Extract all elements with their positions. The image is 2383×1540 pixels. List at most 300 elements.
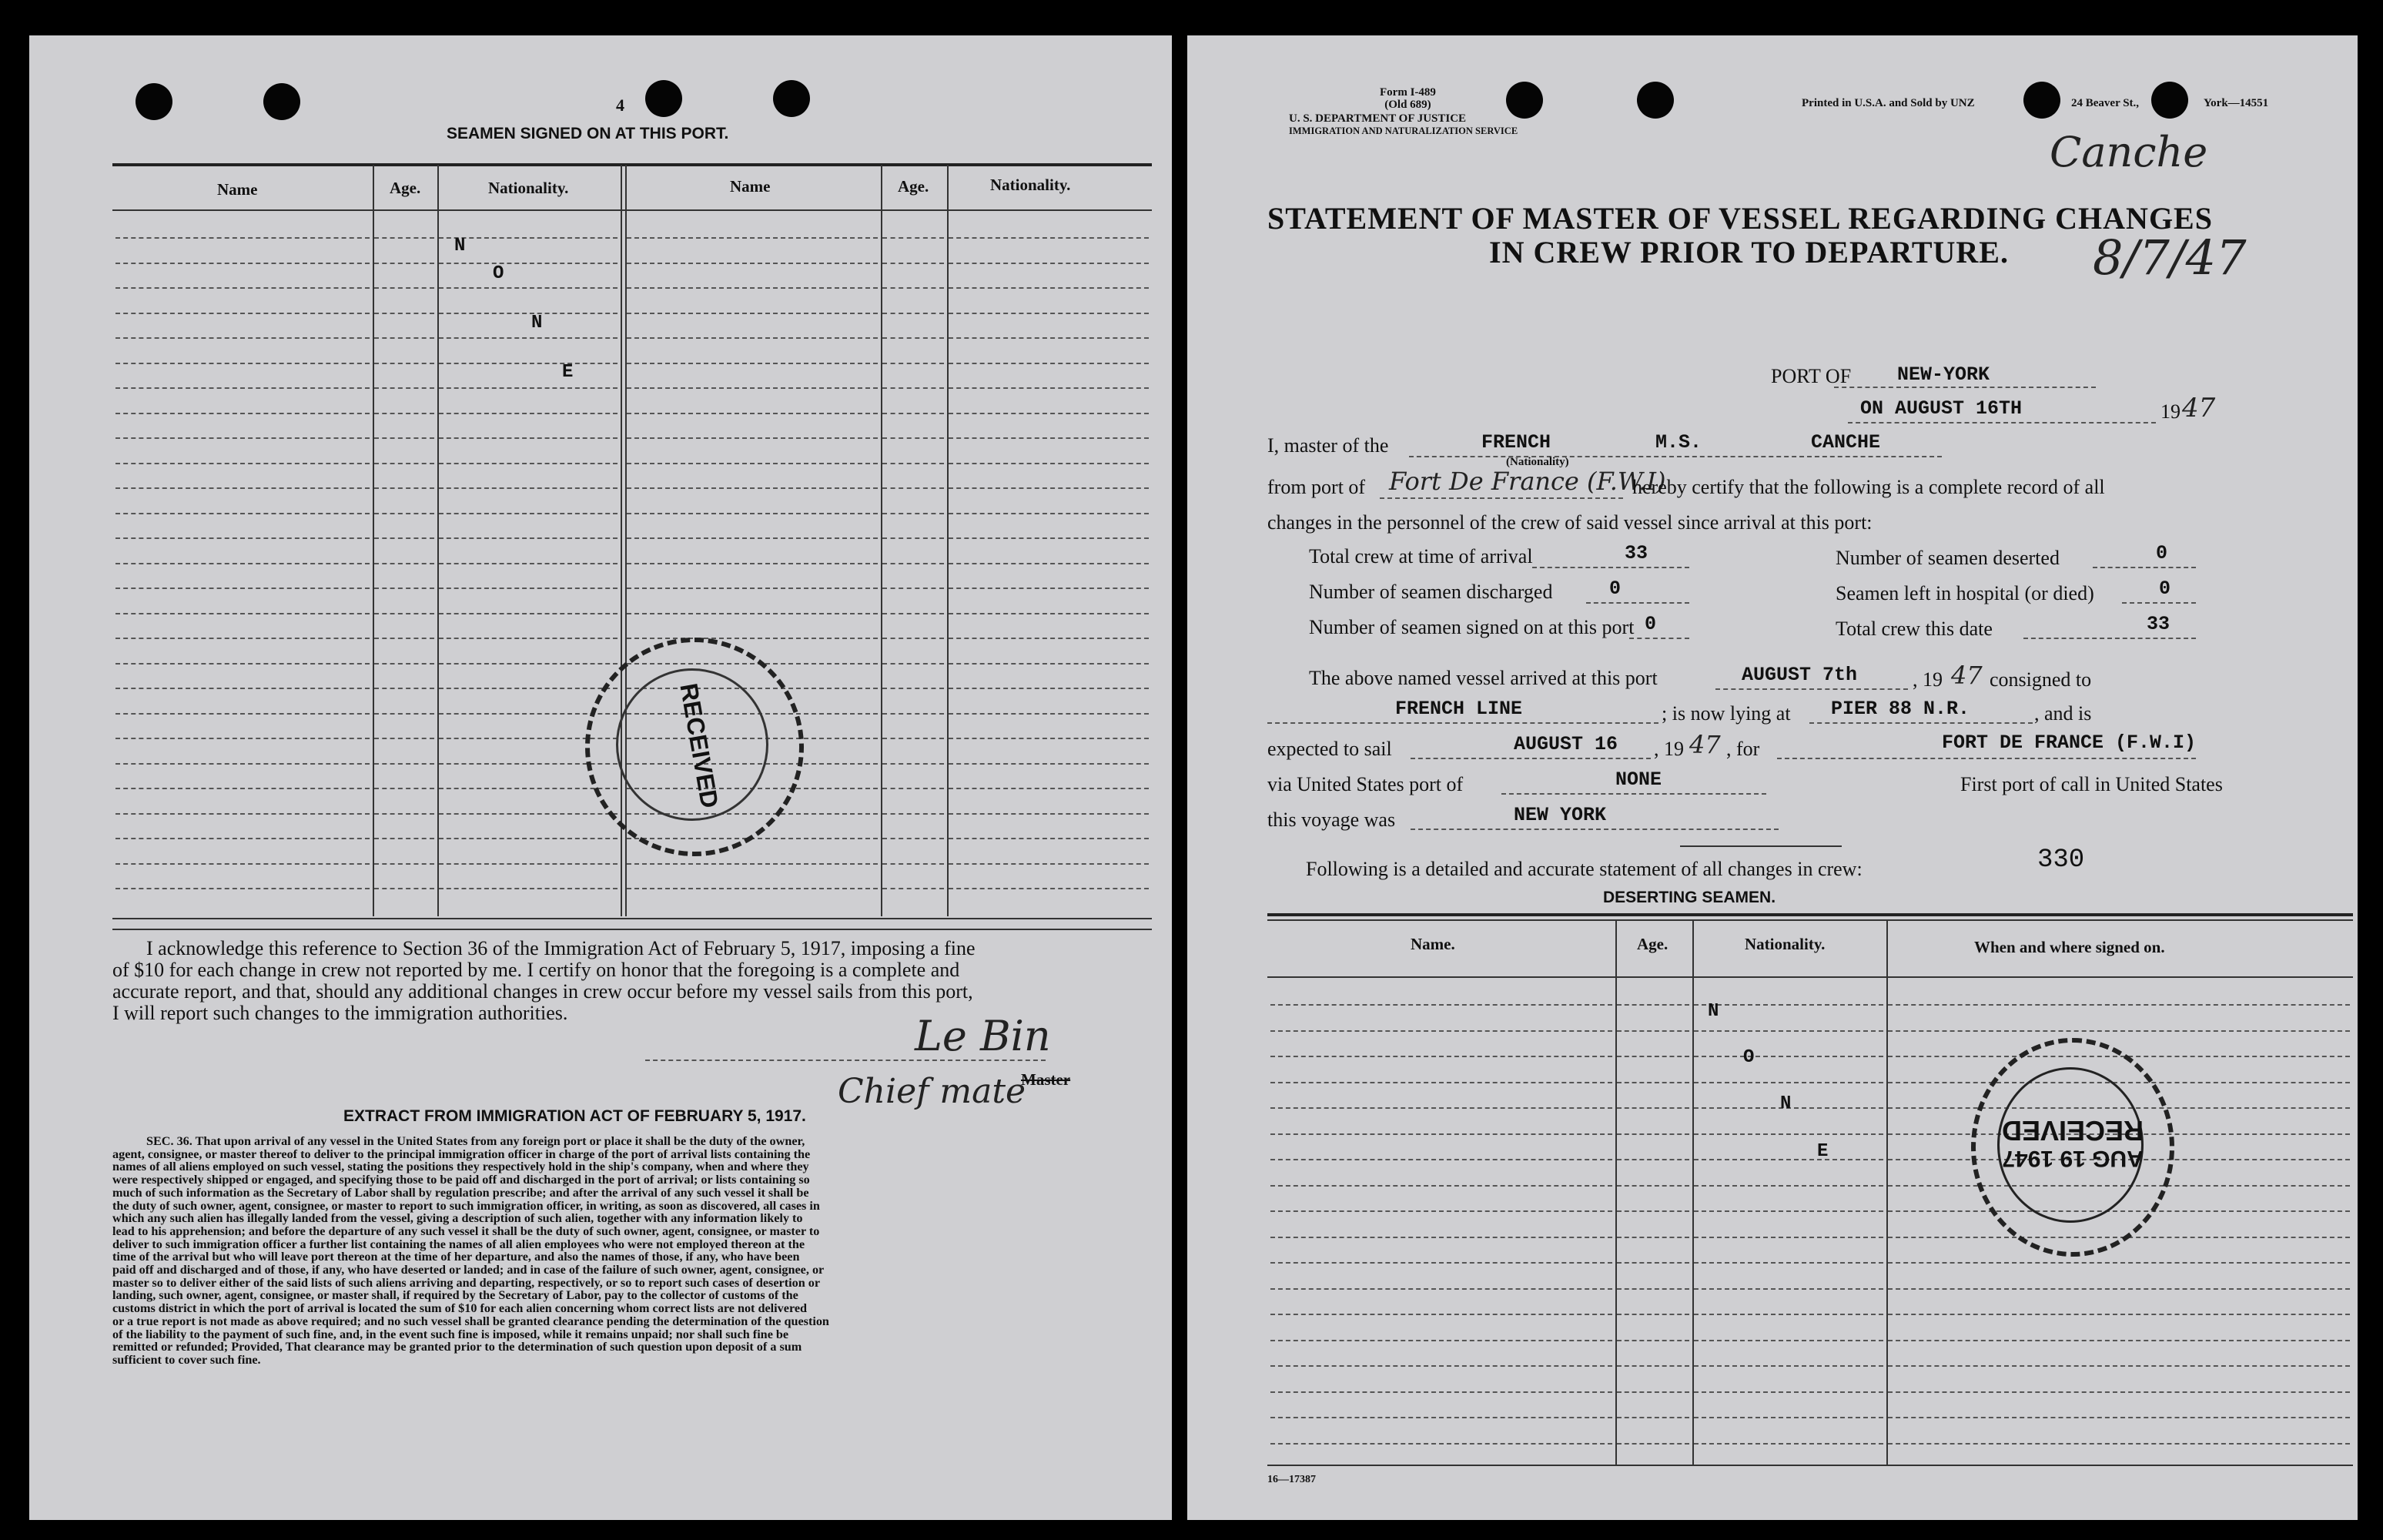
row-rule bbox=[949, 588, 1149, 589]
row-rule bbox=[439, 663, 618, 665]
column-divider bbox=[947, 165, 949, 916]
first-port-label: First port of call in United States bbox=[1960, 773, 2223, 795]
row-rule bbox=[627, 638, 878, 639]
row-rule bbox=[439, 387, 618, 389]
row-rule bbox=[882, 463, 944, 464]
printer-city: York—14551 bbox=[2204, 97, 2269, 109]
column-header-nationality: Nationality. bbox=[1745, 935, 1826, 953]
row-rule bbox=[374, 313, 434, 314]
row-rule bbox=[1270, 1443, 1612, 1445]
row-rule bbox=[949, 337, 1149, 339]
row-rule bbox=[374, 513, 434, 514]
row-rule bbox=[627, 563, 878, 564]
row-rule bbox=[882, 713, 944, 715]
row-rule bbox=[627, 513, 878, 514]
row-rule bbox=[1888, 1288, 2350, 1290]
row-rule bbox=[882, 838, 944, 839]
row-rule bbox=[627, 537, 878, 539]
row-rule bbox=[1617, 1185, 1689, 1187]
total-crew-arrival-value: 33 bbox=[1625, 542, 1648, 564]
row-rule bbox=[627, 463, 878, 464]
nationality-caption: (Nationality) bbox=[1506, 456, 1569, 468]
row-rule bbox=[627, 487, 878, 489]
row-rule bbox=[882, 638, 944, 639]
row-rule bbox=[439, 437, 618, 439]
punch-hole bbox=[645, 80, 682, 117]
row-rule bbox=[115, 613, 370, 614]
year-value: 47 bbox=[2182, 393, 2216, 424]
hospital-label: Seamen left in hospital (or died) bbox=[1836, 582, 2094, 604]
row-rule bbox=[115, 413, 370, 414]
row-rule bbox=[439, 788, 618, 789]
row-rule bbox=[1694, 1185, 1883, 1187]
row-rule bbox=[1694, 1210, 1883, 1212]
page-count-stamp: 330 bbox=[2037, 845, 2085, 875]
row-rule bbox=[115, 387, 370, 389]
right-page: Form I-489 (Old 689) U. S. DEPARTMENT OF JUSTICE IMMIGRATION AND NATURALIZATION SERVICE Printed in U.S.A. and Sold by UNZ 24 Beaver St., York—14551 Canche 8/7/47 STATEMENT OF MASTER OF VESSEL REGARDING CHANGES IN CREW PRIOR TO DEPARTURE. PORT OF NEW-YORK ON AUGUST 16TH 19 47 I, master of the FRENCH (Nationality) M.S. CANCHE from port of Fort De France (F.W.I) hereby certify that the following is a complete record of all changes in the personnel of the crew of said vessel since arrival at this port: Total crew at time of arrival 33 Number of seamen deserted 0 Number of seamen discharged 0 Seamen left in hospital (or died) 0 Number of seamen signed on at this port 0 Total crew this date 33 The above named vessel arrived at this port AUGUST 7th , 19 47 consigned to FRENCH LINE ; is now lying at PIER 88 N.R. , and is expected to sail AUGUST 16 , 19 47 , for FORT DE FRANCE (F.W.I) via United States port of NONE First port of call in United States this voyage was NEW YORK Following is a detailed and accurate statement of all changes in crew: 330 DESERTING SEAMEN. Name. Age. Nationality. When and where signed on. N O N E AUG 19 1947 RECEIVED 16—17387 bbox=[1187, 35, 2358, 1520]
row-rule bbox=[882, 237, 944, 239]
row-rule bbox=[374, 387, 434, 389]
year-prefix: 19 bbox=[2160, 400, 2181, 423]
discharged-value: 0 bbox=[1609, 578, 1622, 600]
row-rule bbox=[374, 263, 434, 264]
row-rule bbox=[627, 413, 878, 414]
row-rule bbox=[949, 263, 1149, 264]
row-rule bbox=[1617, 1056, 1689, 1057]
row-rule bbox=[1617, 1443, 1689, 1445]
row-rule bbox=[882, 813, 944, 815]
column-divider bbox=[437, 165, 439, 916]
row-rule bbox=[882, 363, 944, 364]
row-rule bbox=[1694, 1159, 1883, 1160]
row-rule bbox=[949, 413, 1149, 414]
row-rule bbox=[949, 688, 1149, 689]
row-rule bbox=[374, 437, 434, 439]
department: U. S. DEPARTMENT OF JUSTICE IMMIGRATION AND NATURALIZATION SERVICE bbox=[1289, 112, 1518, 136]
column-header-nationality: Nationality. bbox=[990, 176, 1071, 194]
row-rule bbox=[1617, 1107, 1689, 1109]
row-rule bbox=[374, 713, 434, 715]
deserted-value: 0 bbox=[2156, 542, 2168, 564]
row-rule bbox=[1694, 1056, 1883, 1057]
row-rule bbox=[439, 563, 618, 564]
row-rule bbox=[1270, 1082, 1612, 1083]
signed-on-label: Number of seamen signed on at this port bbox=[1309, 616, 1635, 638]
row-rule bbox=[439, 613, 618, 614]
row-rule bbox=[439, 588, 618, 589]
row-rule bbox=[1694, 1340, 1883, 1341]
row-rule bbox=[439, 337, 618, 339]
row-rule bbox=[115, 663, 370, 665]
row-rule bbox=[882, 263, 944, 264]
row-rule bbox=[115, 513, 370, 514]
row-rule bbox=[439, 813, 618, 815]
date-value: ON AUGUST 16TH bbox=[1860, 397, 2023, 420]
row-rule bbox=[1617, 1159, 1689, 1160]
expected-year: 47 bbox=[1689, 730, 1721, 759]
row-rule bbox=[1270, 1107, 1612, 1109]
port-label: PORT OF bbox=[1771, 365, 1852, 387]
row-rule bbox=[1694, 1004, 1883, 1006]
row-rule bbox=[1270, 1185, 1612, 1187]
section-36-text: SEC. 36. That upon arrival of any vessel in the United States from any foreign port or place it shall be the duty of the owner, agent, consignee, or master thereof to deliver to the principal immigration officer in charge of the port of arrival lists containing the names of all aliens employed on such vessel, stating the positions they respectively hold in the ship's company, when and where they were respectively shipped or engaged, and specifying those to be paid off and discharged in the port of arrival; or lists containing so much of such information as the Secretary of Labor shall by regulation prescribe; and after the arrival of any such vessel it shall be the duty of such owner, agent, consignee, or master to report to such immigration officer, in writing, as soon as discovered, all cases in which any such alien has illegally landed from the vessel, giving a description of such alien, together with any information likely to lead to his apprehension; and before the departure of any such vessel it shall be the duty of such owner, agent, consignee, or master to deliver to such immigration officer a further list containing the names of all alien employees who were not employed thereon at the time of the arrival but who will leave port thereon at the time of her departure, and also the names of those, if any, who have been paid off and discharged and of those, if any, who have deserted or landed; and in case of the failure of such owner, agent, consignee, or master so to deliver either of the said lists of such aliens arriving and departing, respectively, or so to report such cases of desertion or landing, such owner, agent, consignee, or master shall, if required by the Secretary of Labor, pay to the collector of customs of the customs district in which the port of arrival is located the sum of $10 for each alien concerning whom correct lists are not delivered or a true report is not made as above required; and no such vessel shall be granted clearance pending the determination of the question of the liability to the payment of such fine, and, in the event such fine is imposed, while it remains unpaid; nor shall such fine be remitted or refunded; Provided, That clearance may be granted prior to the determination of such question upon deposit of a sum sufficient to cover such fine. bbox=[112, 1134, 829, 1367]
row-rule bbox=[627, 437, 878, 439]
changes-statement: Following is a detailed and accurate statement of all changes in crew: bbox=[1306, 858, 1863, 880]
row-rule bbox=[115, 437, 370, 439]
table-top-rule bbox=[112, 163, 1152, 166]
row-rule bbox=[115, 263, 370, 264]
row-rule bbox=[882, 688, 944, 689]
page-number: 4 bbox=[616, 95, 624, 115]
row-rule bbox=[949, 463, 1149, 464]
row-rule bbox=[374, 863, 434, 865]
none-letter: O bbox=[493, 263, 504, 284]
row-rule bbox=[1888, 1262, 2350, 1264]
row-rule bbox=[1617, 1391, 1689, 1393]
row-rule bbox=[949, 713, 1149, 715]
row-rule bbox=[949, 437, 1149, 439]
row-rule bbox=[949, 237, 1149, 239]
row-rule bbox=[374, 763, 434, 765]
row-rule bbox=[115, 237, 370, 239]
column-divider bbox=[373, 165, 374, 916]
row-rule bbox=[115, 463, 370, 464]
row-rule bbox=[1617, 1237, 1689, 1238]
port-value: NEW-YORK bbox=[1897, 363, 1990, 386]
expected-label: expected to sail bbox=[1267, 738, 1392, 760]
row-rule bbox=[1694, 1133, 1883, 1135]
row-rule bbox=[115, 287, 370, 289]
row-rule bbox=[949, 813, 1149, 815]
lying-value: PIER 88 N.R. bbox=[1831, 698, 1970, 720]
row-rule bbox=[374, 463, 434, 464]
row-rule bbox=[115, 638, 370, 639]
page-title: SEAMEN SIGNED ON AT THIS PORT. bbox=[447, 125, 729, 142]
expected-value: AUGUST 16 bbox=[1514, 733, 1618, 755]
row-rule bbox=[374, 237, 434, 239]
row-rule bbox=[1617, 1340, 1689, 1341]
row-rule bbox=[439, 838, 618, 839]
acknowledgement-text: I acknowledge this reference to Section 36 of the Immigration Act of February 5, 1917, imposing a fine of $10 for each change in crew not reported by me. I certify on honor that the foregoing is a complete and accurate report, and that, should any additional changes in crew occur before my vessel sails from this port, I will report such changes to the immigration authorities. bbox=[112, 937, 976, 1024]
left-page bbox=[29, 35, 1172, 1520]
row-rule bbox=[882, 437, 944, 439]
row-rule bbox=[949, 738, 1149, 739]
column-header-name: Name bbox=[730, 177, 771, 196]
row-rule bbox=[949, 487, 1149, 489]
vessel-name: CANCHE bbox=[1811, 431, 1881, 454]
row-rule bbox=[882, 613, 944, 614]
row-rule bbox=[949, 663, 1149, 665]
row-rule bbox=[1888, 1030, 2350, 1032]
none-letter: N bbox=[454, 236, 466, 256]
form-title-line2: IN CREW PRIOR TO DEPARTURE. bbox=[1489, 235, 2009, 270]
voyage-value: NEW YORK bbox=[1514, 804, 1607, 826]
row-rule bbox=[115, 563, 370, 564]
row-rule bbox=[882, 337, 944, 339]
row-rule bbox=[374, 813, 434, 815]
punch-hole bbox=[2151, 82, 2188, 119]
row-rule bbox=[949, 888, 1149, 889]
row-rule bbox=[627, 237, 878, 239]
certify-text: hereby certify that the following is a complete record of all bbox=[1632, 476, 2105, 498]
row-rule bbox=[439, 413, 618, 414]
row-rule bbox=[1694, 1237, 1883, 1238]
row-rule bbox=[627, 263, 878, 264]
signature-line bbox=[645, 1060, 1046, 1061]
row-rule bbox=[1617, 1082, 1689, 1083]
row-rule bbox=[115, 713, 370, 715]
ack-rule bbox=[112, 929, 1152, 930]
row-rule bbox=[1270, 1262, 1612, 1264]
row-rule bbox=[949, 563, 1149, 564]
row-rule bbox=[374, 563, 434, 564]
master-label: Master bbox=[1021, 1070, 1071, 1089]
row-rule bbox=[882, 763, 944, 765]
row-rule bbox=[1694, 1288, 1883, 1290]
changes-text: changes in the personnel of the crew of said vessel since arrival at this port: bbox=[1267, 511, 1873, 534]
form-footer-code: 16—17387 bbox=[1267, 1474, 1316, 1485]
total-crew-date-label: Total crew this date bbox=[1836, 618, 1993, 640]
row-rule bbox=[1270, 1340, 1612, 1341]
row-rule bbox=[949, 763, 1149, 765]
row-rule bbox=[1270, 1391, 1612, 1393]
table-header-rule bbox=[112, 209, 1152, 211]
row-rule bbox=[439, 638, 618, 639]
for-label: , for bbox=[1726, 738, 1760, 760]
extract-title: EXTRACT FROM IMMIGRATION ACT OF FEBRUARY 5, 1917. bbox=[343, 1107, 806, 1125]
consignee-value: FRENCH LINE bbox=[1395, 698, 1523, 720]
stamp-received-text: RECEIVED bbox=[2002, 1115, 2144, 1147]
punch-hole bbox=[1637, 82, 1674, 119]
nationality-value: FRENCH bbox=[1481, 431, 1551, 454]
deserting-title: DESERTING SEAMEN. bbox=[1603, 889, 1776, 906]
row-rule bbox=[1694, 1443, 1883, 1445]
row-rule bbox=[1617, 1417, 1689, 1418]
row-rule bbox=[439, 863, 618, 865]
destination-value: FORT DE FRANCE (F.W.I) bbox=[1942, 732, 2197, 754]
row-rule bbox=[882, 513, 944, 514]
hospital-value: 0 bbox=[2159, 578, 2171, 600]
row-rule bbox=[949, 638, 1149, 639]
row-rule bbox=[882, 313, 944, 314]
row-rule bbox=[1617, 1288, 1689, 1290]
row-rule bbox=[115, 313, 370, 314]
from-port-value: Fort De France (F.W.I) bbox=[1389, 467, 1666, 496]
row-rule bbox=[115, 588, 370, 589]
discharged-label: Number of seamen discharged bbox=[1309, 581, 1553, 603]
column-divider bbox=[881, 165, 882, 916]
row-rule bbox=[1270, 1314, 1612, 1315]
row-rule bbox=[374, 487, 434, 489]
row-rule bbox=[374, 537, 434, 539]
row-rule bbox=[1617, 1210, 1689, 1212]
row-rule bbox=[1694, 1365, 1883, 1367]
row-rule bbox=[115, 838, 370, 839]
row-rule bbox=[439, 688, 618, 689]
arrived-label: The above named vessel arrived at this port bbox=[1309, 667, 1658, 689]
row-rule bbox=[882, 738, 944, 739]
row-rule bbox=[1617, 1262, 1689, 1264]
received-stamp bbox=[1971, 1038, 2174, 1257]
row-rule bbox=[882, 537, 944, 539]
signed-on-value: 0 bbox=[1645, 613, 1657, 635]
row-rule bbox=[949, 513, 1149, 514]
lying-label: ; is now lying at bbox=[1662, 702, 1791, 725]
total-crew-date-value: 33 bbox=[2147, 613, 2170, 635]
row-rule bbox=[115, 738, 370, 739]
row-rule bbox=[374, 838, 434, 839]
voyage-label: this voyage was bbox=[1267, 808, 1396, 831]
punch-hole bbox=[2023, 82, 2060, 119]
row-rule bbox=[1270, 1004, 1612, 1006]
row-rule bbox=[439, 487, 618, 489]
row-rule bbox=[627, 363, 878, 364]
row-rule bbox=[882, 663, 944, 665]
punch-hole bbox=[773, 80, 810, 117]
row-rule bbox=[627, 588, 878, 589]
row-rule bbox=[882, 588, 944, 589]
row-rule bbox=[1888, 1314, 2350, 1315]
deserted-label: Number of seamen deserted bbox=[1836, 547, 2060, 569]
none-letter: E bbox=[1817, 1141, 1829, 1162]
row-rule bbox=[115, 537, 370, 539]
row-rule bbox=[1888, 1443, 2350, 1445]
row-rule bbox=[115, 788, 370, 789]
column-header-name: Name. bbox=[1411, 935, 1455, 953]
row-rule bbox=[1270, 1417, 1612, 1418]
row-rule bbox=[882, 563, 944, 564]
row-rule bbox=[115, 337, 370, 339]
row-rule bbox=[1694, 1262, 1883, 1264]
handwritten-vessel-name: Canche bbox=[2050, 128, 2208, 176]
row-rule bbox=[374, 588, 434, 589]
row-rule bbox=[949, 613, 1149, 614]
none-letter: N bbox=[531, 313, 543, 333]
master-label: I, master of the bbox=[1267, 434, 1389, 457]
via-label: via United States port of bbox=[1267, 773, 1464, 795]
row-rule bbox=[949, 313, 1149, 314]
row-rule bbox=[374, 638, 434, 639]
row-rule bbox=[1617, 1314, 1689, 1315]
row-rule bbox=[627, 287, 878, 289]
row-rule bbox=[439, 237, 618, 239]
row-rule bbox=[374, 788, 434, 789]
signature-title: Chief mate bbox=[838, 1072, 1026, 1111]
punch-hole bbox=[136, 83, 172, 120]
row-rule bbox=[1888, 1417, 2350, 1418]
row-rule bbox=[1270, 1159, 1612, 1160]
column-header-age: Age. bbox=[898, 177, 929, 196]
printer-imprint: Printed in U.S.A. and Sold by UNZ bbox=[1802, 97, 1975, 109]
row-rule bbox=[1270, 1056, 1612, 1057]
column-header-signed-on: When and where signed on. bbox=[1974, 938, 2165, 956]
row-rule bbox=[115, 487, 370, 489]
row-rule bbox=[1270, 1210, 1612, 1212]
row-rule bbox=[374, 337, 434, 339]
row-rule bbox=[115, 363, 370, 364]
form-id: Form I-489 (Old 689) bbox=[1380, 86, 1436, 111]
row-rule bbox=[1888, 1391, 2350, 1393]
column-header-age: Age. bbox=[1637, 935, 1668, 953]
row-rule bbox=[439, 537, 618, 539]
column-header-name: Name bbox=[217, 180, 258, 199]
row-rule bbox=[439, 313, 618, 314]
row-rule bbox=[1694, 1030, 1883, 1032]
stamp-date: AUG 19 1947 bbox=[2002, 1146, 2144, 1171]
row-rule bbox=[1270, 1365, 1612, 1367]
arrived-value: AUGUST 7th bbox=[1742, 664, 1858, 686]
row-rule bbox=[627, 863, 878, 865]
row-rule bbox=[949, 788, 1149, 789]
none-letter: O bbox=[1743, 1047, 1755, 1068]
none-letter: N bbox=[1780, 1093, 1792, 1114]
row-rule bbox=[882, 788, 944, 789]
row-rule bbox=[1888, 1340, 2350, 1341]
row-rule bbox=[1694, 1417, 1883, 1418]
and-is-text: , and is bbox=[2034, 702, 2092, 725]
row-rule bbox=[439, 363, 618, 364]
row-rule bbox=[882, 387, 944, 389]
row-rule bbox=[1270, 1030, 1612, 1032]
row-rule bbox=[949, 537, 1149, 539]
row-rule bbox=[374, 613, 434, 614]
row-rule bbox=[1888, 1004, 2350, 1006]
row-rule bbox=[1270, 1288, 1612, 1290]
row-rule bbox=[882, 413, 944, 414]
handwritten-date: 8/7/47 bbox=[2093, 229, 2247, 286]
row-rule bbox=[627, 337, 878, 339]
total-crew-arrival-label: Total crew at time of arrival bbox=[1309, 545, 1533, 567]
row-rule bbox=[1617, 1365, 1689, 1367]
row-rule bbox=[115, 813, 370, 815]
row-rule bbox=[627, 313, 878, 314]
row-rule bbox=[949, 387, 1149, 389]
row-rule bbox=[882, 487, 944, 489]
row-rule bbox=[949, 838, 1149, 839]
row-rule bbox=[1270, 1237, 1612, 1238]
received-stamp bbox=[585, 638, 804, 856]
none-letter: N bbox=[1708, 1001, 1719, 1022]
via-value: NONE bbox=[1615, 768, 1662, 791]
row-rule bbox=[1888, 1365, 2350, 1367]
row-rule bbox=[374, 363, 434, 364]
row-rule bbox=[374, 413, 434, 414]
row-rule bbox=[1694, 1314, 1883, 1315]
row-rule bbox=[882, 287, 944, 289]
table-bottom-rule bbox=[112, 918, 1152, 919]
punch-hole bbox=[263, 83, 300, 120]
row-rule bbox=[949, 863, 1149, 865]
row-rule bbox=[374, 663, 434, 665]
row-rule bbox=[115, 888, 370, 889]
row-rule bbox=[115, 688, 370, 689]
row-rule bbox=[1694, 1082, 1883, 1083]
row-rule bbox=[439, 263, 618, 264]
consigned-label: consigned to bbox=[1990, 668, 2092, 691]
row-rule bbox=[882, 888, 944, 889]
row-rule bbox=[1617, 1133, 1689, 1135]
row-rule bbox=[627, 613, 878, 614]
row-rule bbox=[882, 863, 944, 865]
row-rule bbox=[115, 763, 370, 765]
row-rule bbox=[439, 888, 618, 889]
row-rule bbox=[374, 688, 434, 689]
column-header-nationality: Nationality. bbox=[488, 179, 569, 197]
from-port-label: from port of bbox=[1267, 476, 1366, 498]
row-rule bbox=[439, 287, 618, 289]
master-signature: Le Bin bbox=[915, 1012, 1051, 1060]
column-header-age: Age. bbox=[390, 179, 421, 197]
